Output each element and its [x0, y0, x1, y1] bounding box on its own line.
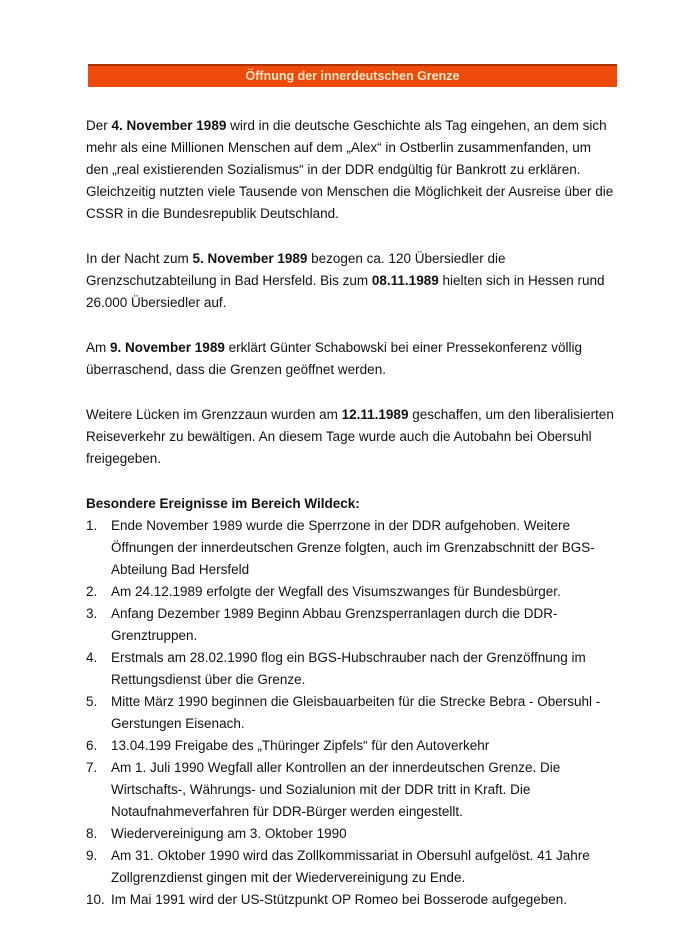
title-banner	[88, 64, 617, 87]
bold-text-run: 5. November 1989	[192, 251, 308, 266]
list-item-text: Am 1. Juli 1990 Wegfall aller Kontrollen an der innerdeutschen Grenze. Die Wirtschafts-, Währungs- und Sozialunion mit der DDR tritt in Kraft. Die Notaufnahmeverfahren für DDR-Bürger werden eingestellt.	[111, 760, 561, 819]
event-list-item	[86, 647, 615, 691]
list-item-text: Wiedervereinigung am 3. Oktober 1990	[111, 826, 347, 841]
text-run: In der Nacht zum	[86, 251, 193, 266]
paragraph	[86, 248, 615, 314]
list-item-text: Am 31. Oktober 1990 wird das Zollkommissariat in Obersuhl aufgelöst. 41 Jahre Zollgrenzdienst gingen mit der Wiedervereinigung zu Ende.	[111, 848, 590, 885]
text-run: bezogen ca. 120 Übersiedler die Grenzschutzabteilung in Bad Hersfeld. Bis zum	[86, 251, 506, 288]
bold-text-run: 12.11.1989	[341, 407, 409, 422]
list-item-text: Anfang Dezember 1989 Beginn Abbau Grenzsperranlagen durch die DDR-Grenztruppen.	[111, 606, 558, 643]
event-list-item	[86, 757, 615, 823]
event-list-item	[86, 581, 615, 603]
event-list-item	[86, 889, 615, 911]
paragraph	[86, 404, 615, 470]
text-run: Am	[86, 340, 111, 355]
list-item-text: Im Mai 1991 wird der US-Stützpunkt OP Romeo bei Bosserode aufgegeben.	[111, 892, 568, 907]
paragraphs-section	[86, 115, 615, 470]
page-title: Öffnung der innerdeutschen Grenze	[245, 69, 460, 83]
event-list-item	[86, 515, 615, 581]
text-run: geschaffen, um den liberalisierten Reiseverkehr zu bewältigen. An diesem Tage wurde auch die Autobahn bei Obersuhl freigegeben.	[86, 407, 614, 466]
list-item-number: 5.	[86, 694, 98, 709]
list-item-number: 10.	[86, 892, 105, 907]
bold-text-run: 4. November 1989	[111, 118, 227, 133]
event-list-item	[86, 603, 615, 647]
paragraph	[86, 337, 615, 381]
event-list-item	[86, 845, 615, 889]
events-list	[86, 515, 615, 911]
paragraph	[86, 115, 615, 225]
list-item-number: 4.	[86, 650, 98, 665]
list-item-text: 13.04.199 Freigabe des „Thüringer Zipfels“ für den Autoverkehr	[111, 738, 490, 753]
events-heading: Besondere Ereignisse im Bereich Wildeck:	[86, 496, 360, 511]
list-item-text: Erstmals am 28.02.1990 flog ein BGS-Hubschrauber nach der Grenzöffnung im Rettungsdienst über die Grenze.	[111, 650, 586, 687]
document-content	[86, 115, 615, 911]
text-run: Der	[86, 118, 112, 133]
list-item-number: 1.	[86, 518, 98, 533]
list-item-text: Am 24.12.1989 erfolgte der Wegfall des Visumszwanges für Bundesbürger.	[111, 584, 561, 599]
text-run: Weitere Lücken im Grenzzaun wurden am	[86, 407, 342, 422]
text-run: hielten sich in Hessen rund 26.000 Übersiedler auf.	[86, 273, 605, 310]
list-item-number: 3.	[86, 606, 98, 621]
list-item-number: 2.	[86, 584, 98, 599]
event-list-item	[86, 735, 615, 757]
list-item-text: Ende November 1989 wurde die Sperrzone in der DDR aufgehoben. Weitere Öffnungen der innerdeutschen Grenze folgten, auch im Grenzabschnitt der BGS-Abteilung Bad Hersfeld	[111, 518, 595, 577]
list-item-number: 8.	[86, 826, 98, 841]
list-item-number: 7.	[86, 760, 98, 775]
list-item-text: Mitte März 1990 beginnen die Gleisbauarbeiten für die Strecke Bebra - Obersuhl - Gerstungen Eisenach.	[111, 694, 601, 731]
text-run: erklärt Günter Schabowski bei einer Pressekonferenz völlig überraschend, dass die Grenzen geöffnet werden.	[86, 340, 583, 377]
event-list-item	[86, 823, 615, 845]
list-item-number: 6.	[86, 738, 98, 753]
bold-text-run: 08.11.1989	[371, 273, 439, 288]
bold-text-run: 9. November 1989	[110, 340, 225, 355]
text-run: wird in die deutsche Geschichte als Tag eingehen, an dem sich mehr als eine Millionen Menschen auf dem „Alex“ in Ostberlin zusammenfanden, um den „real existierenden Sozialismus“ in der DDR endgültig für Bankrott zu erklären. Gleichzeitig nutzten viele Tausende von Menschen die Möglichkeit der Ausreise über die CSSR in die Bundesrepublik Deutschland.	[86, 118, 614, 221]
list-item-number: 9.	[86, 848, 98, 863]
event-list-item	[86, 691, 615, 735]
